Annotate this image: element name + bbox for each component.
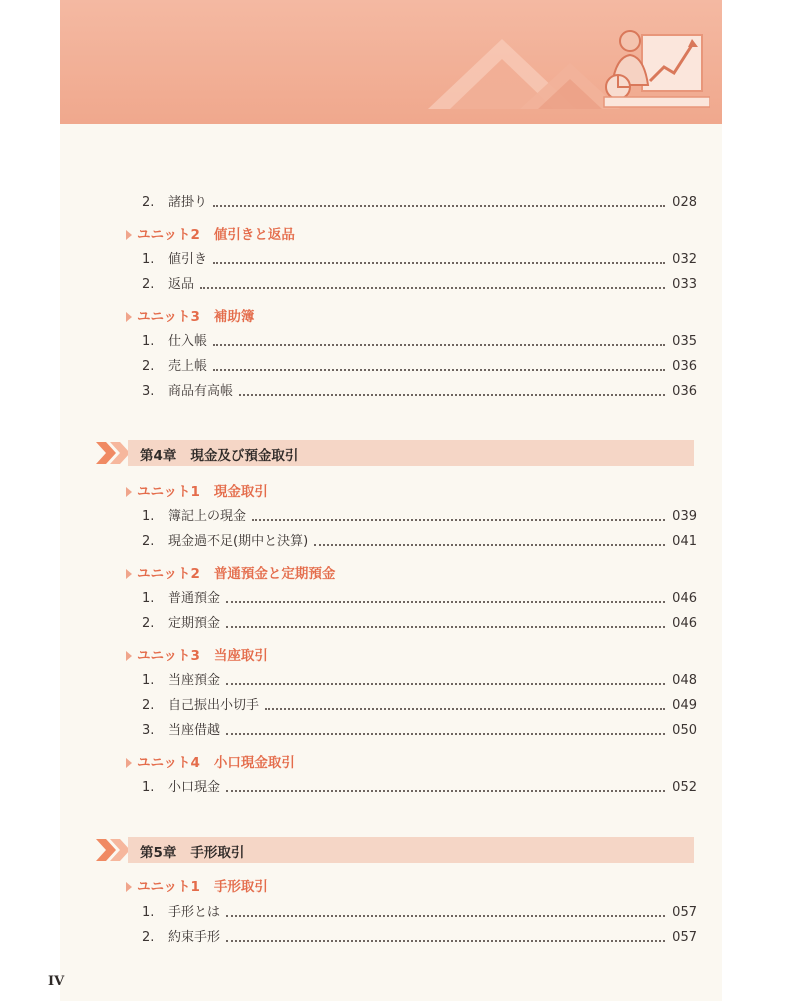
dot-leader (226, 790, 665, 792)
toc-entry: 2. 売上帳 036 (142, 359, 697, 374)
dot-leader (213, 344, 665, 346)
unit-heading: ユニット4 小口現金取引 (126, 752, 295, 772)
triangle-marker-icon (126, 758, 132, 768)
dot-leader (239, 394, 665, 396)
page-folio: IV (48, 974, 65, 989)
toc-entry: 1. 小口現金 052 (142, 780, 697, 795)
chapter-heading: 第4章 現金及び預金取引 (96, 440, 694, 466)
dot-leader (265, 708, 665, 710)
triangle-marker-icon (126, 312, 132, 322)
chapter-heading: 第5章 手形取引 (96, 837, 694, 863)
unit-heading: ユニット2 普通預金と定期預金 (126, 563, 335, 583)
unit-heading: ユニット2 値引きと返品 (126, 224, 295, 244)
toc-entry: 2. 現金過不足(期中と決算) 041 (142, 534, 697, 549)
toc-entry: 1. 手形とは 057 (142, 905, 697, 920)
dot-leader (314, 544, 665, 546)
toc-entry: 2. 諸掛り 028 (142, 195, 697, 210)
toc-entry: 1. 仕入帳 035 (142, 334, 697, 349)
toc-entry: 2. 約束手形 057 (142, 930, 697, 945)
toc-entry: 3. 商品有高帳 036 (142, 384, 697, 399)
triangle-marker-icon (126, 882, 132, 892)
toc-entry: 2. 定期預金 046 (142, 616, 697, 631)
toc-entry: 1. 値引き 032 (142, 252, 697, 267)
dot-leader (226, 601, 665, 603)
unit-heading: ユニット3 当座取引 (126, 645, 268, 665)
toc-entry: 1. 簿記上の現金 039 (142, 509, 697, 524)
toc-entry: 1. 普通預金 046 (142, 591, 697, 606)
toc-page (60, 0, 722, 1001)
table-of-contents (60, 0, 722, 1001)
dot-leader (226, 733, 665, 735)
toc-entry: 2. 返品 033 (142, 277, 697, 292)
triangle-marker-icon (126, 569, 132, 579)
triangle-marker-icon (126, 487, 132, 497)
unit-heading: ユニット1 現金取引 (126, 481, 268, 501)
dot-leader (226, 940, 665, 942)
toc-entry: 2. 自己振出小切手 049 (142, 698, 697, 713)
triangle-marker-icon (126, 230, 132, 240)
dot-leader (213, 369, 665, 371)
dot-leader (226, 626, 665, 628)
dot-leader (213, 262, 665, 264)
dot-leader (226, 915, 665, 917)
toc-entry: 3. 当座借越 050 (142, 723, 697, 738)
dot-leader (200, 287, 665, 289)
dot-leader (226, 683, 665, 685)
dot-leader (252, 519, 665, 521)
triangle-marker-icon (126, 651, 132, 661)
toc-entry: 1. 当座預金 048 (142, 673, 697, 688)
dot-leader (213, 205, 665, 207)
unit-heading: ユニット1 手形取引 (126, 876, 268, 896)
unit-heading: ユニット3 補助簿 (126, 306, 254, 326)
